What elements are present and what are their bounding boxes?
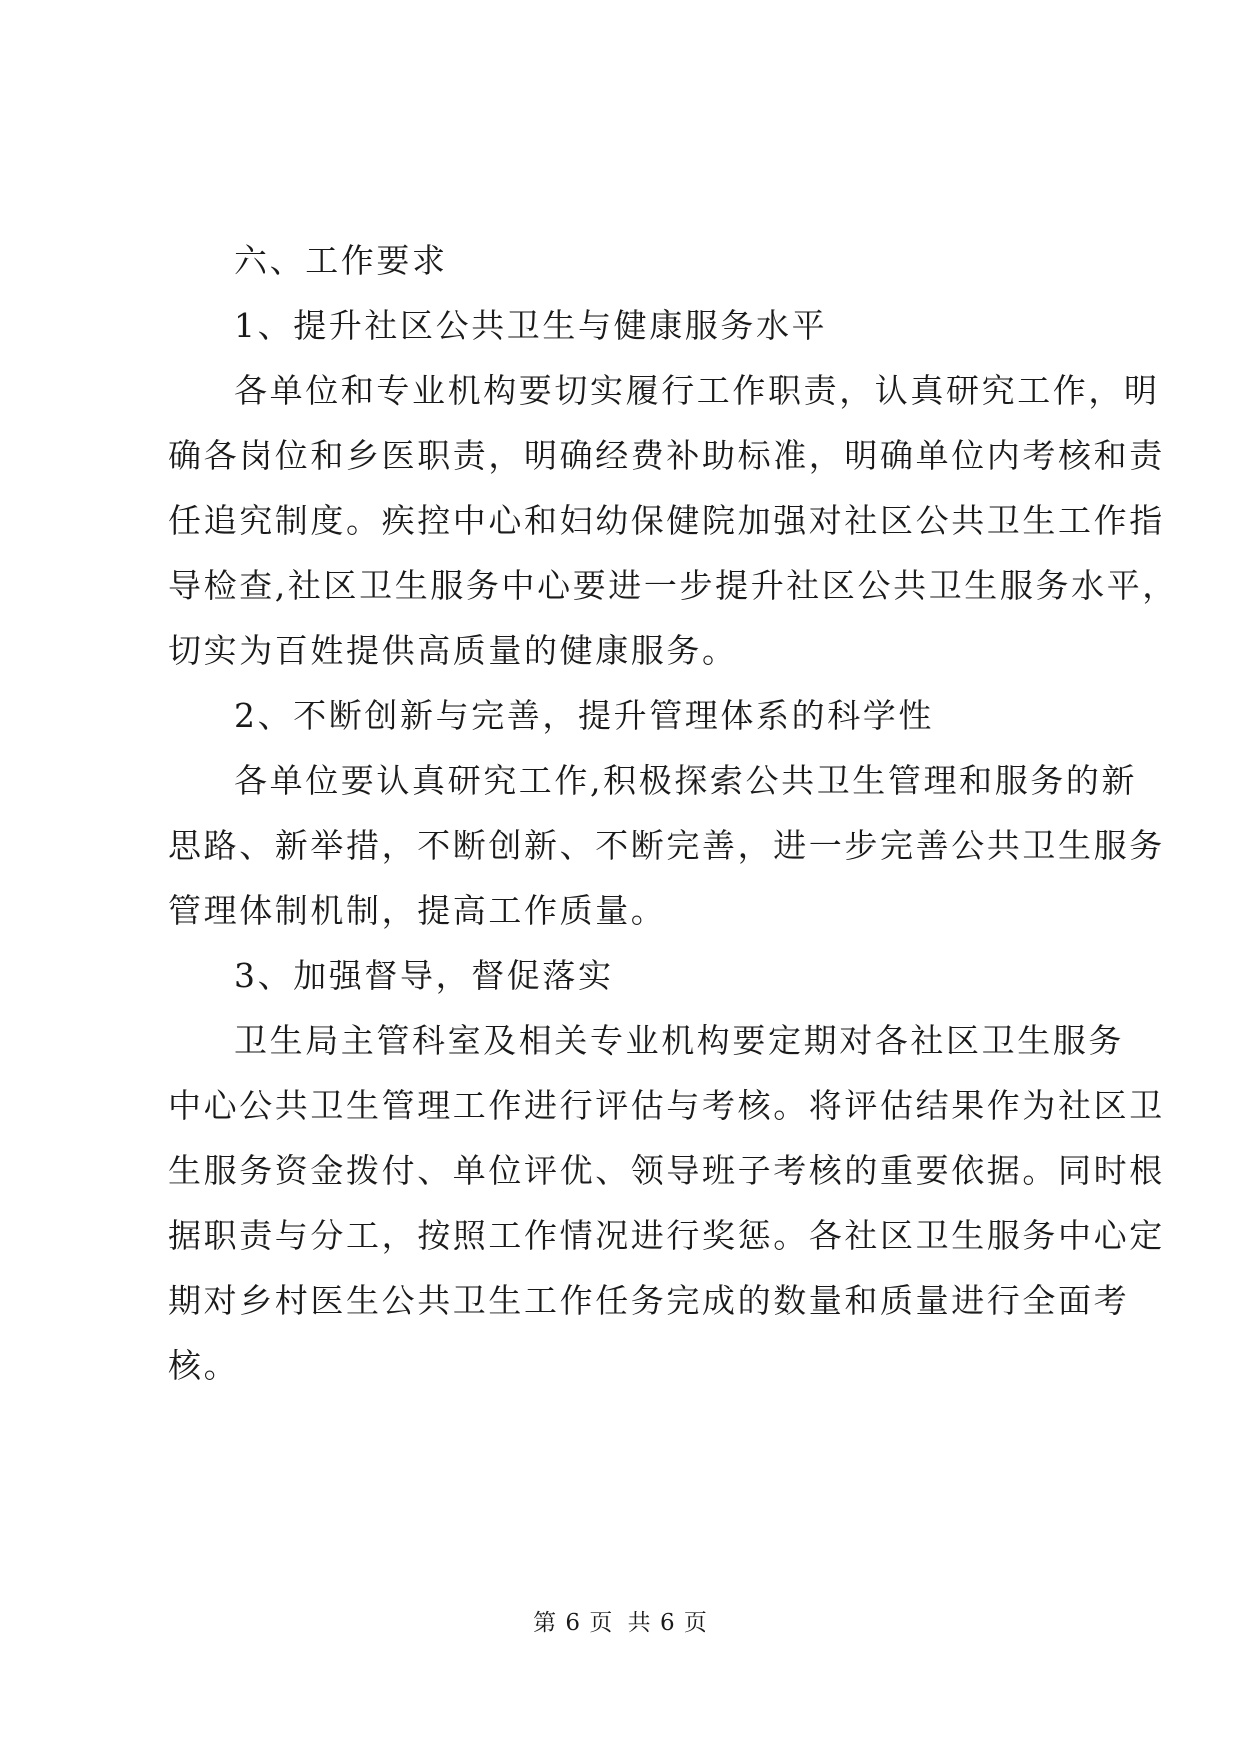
subheading-1: 1、提升社区公共卫生与健康服务水平 xyxy=(234,306,828,345)
paragraph-1-line-4: 导检查,社区卫生服务中心要进一步提升社区公共卫生服务水平， xyxy=(168,566,1178,605)
paragraph-3-line-6: 核。 xyxy=(168,1346,240,1385)
paragraph-2-line-3: 管理体制机制，提高工作质量。 xyxy=(168,891,667,930)
paragraph-1-line-1: 各单位和专业机构要切实履行工作职责，认真研究工作，明 xyxy=(234,371,1160,410)
document-body xyxy=(168,228,1178,1398)
paragraph-3-line-3: 生服务资金拨付、单位评优、领导班子考核的重要依据。同时根 xyxy=(168,1151,1165,1190)
subheading-2: 2、不断创新与完善，提升管理体系的科学性 xyxy=(234,696,934,735)
paragraph-1-line-2: 确各岗位和乡医职责，明确经费补助标准，明确单位内考核和责 xyxy=(168,436,1165,475)
paragraph-1-line-5: 切实为百姓提供高质量的健康服务。 xyxy=(168,631,738,670)
page-footer xyxy=(0,1604,1241,1637)
paragraph-3-line-5: 期对乡村医生公共卫生工作任务完成的数量和质量进行全面考 xyxy=(168,1281,1130,1320)
paragraph-3-line-2: 中心公共卫生管理工作进行评估与考核。将评估结果作为社区卫 xyxy=(168,1086,1165,1125)
section-heading: 六、工作要求 xyxy=(234,241,448,280)
paragraph-2-line-2: 思路、新举措，不断创新、不断完善，进一步完善公共卫生服务 xyxy=(168,826,1165,865)
subheading-3: 3、加强督导，督促落实 xyxy=(234,956,614,995)
page-number: 第 6 页 xyxy=(533,1610,614,1636)
paragraph-1-line-3: 任追究制度。疾控中心和妇幼保健院加强对社区公共卫生工作指 xyxy=(168,501,1165,540)
page-total: 共 6 页 xyxy=(627,1610,708,1636)
paragraph-3-line-4: 据职责与分工，按照工作情况进行奖惩。各社区卫生服务中心定 xyxy=(168,1216,1165,1255)
paragraph-2-line-1: 各单位要认真研究工作,积极探索公共卫生管理和服务的新 xyxy=(234,761,1138,800)
paragraph-3-line-1: 卫生局主管科室及相关专业机构要定期对各社区卫生服务 xyxy=(234,1021,1124,1060)
